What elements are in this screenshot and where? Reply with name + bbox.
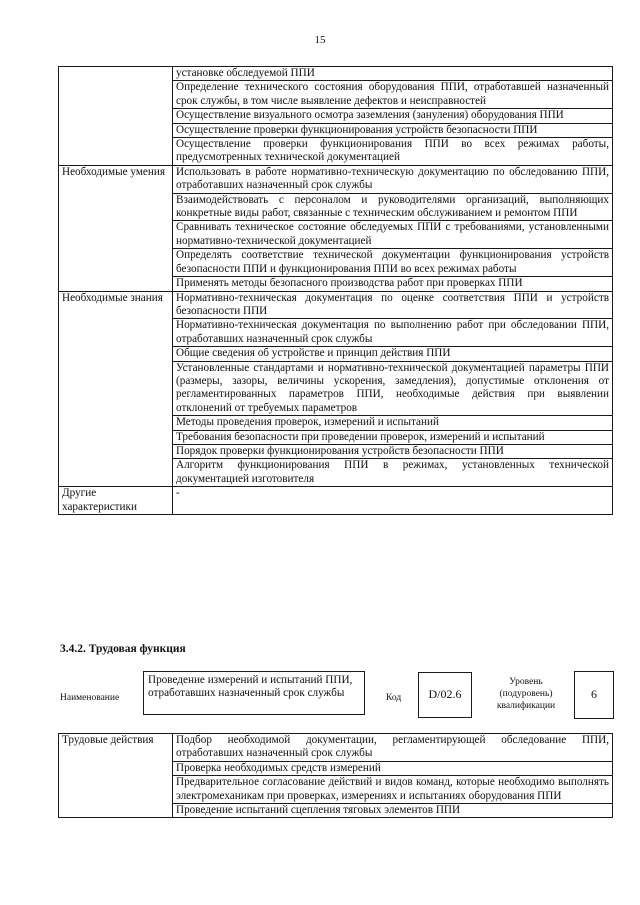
table-cell: Сравнивать техническое состояние обследуемых ППИ с требованиями, установленными нормативно-технической документацией: [173, 221, 613, 249]
row-label-skills: Необходимые умения: [59, 165, 173, 291]
table-cell: Определять соответствие технической документации функционирования устройств безопасности ППИ и функционирования ППИ во всех режимах работы: [173, 249, 613, 277]
table-cell: Осуществление проверки функционирования устройств безопасности ППИ: [173, 123, 613, 137]
table-cell: Требования безопасности при проведении проверок, измерений и испытаний: [173, 430, 613, 444]
table-cell: Проверка необходимых средств измерений: [173, 761, 613, 775]
labor-actions-table: [58, 733, 613, 818]
table-cell: Порядок проверки функционирования устройств безопасности ППИ: [173, 444, 613, 458]
row-label-actions: Трудовые действия: [59, 734, 173, 818]
table-cell: установке обследуемой ППИ: [173, 67, 613, 81]
table-cell: Нормативно-техническая документация по выполнению работ при обследовании ППИ, отработавших назначенный срок службы: [173, 319, 613, 347]
table-row: [59, 487, 613, 515]
table-cell: Предварительное согласование действий и видов команд, которые необходимо выполнять электромеханикам при проверках, измерениях и испытаниях оборудования ППИ: [173, 776, 613, 804]
table-cell: Нормативно-техническая документация по оценке соответствия ППИ и устройств безопасности ППИ: [173, 291, 613, 319]
level-box: 6: [574, 671, 614, 719]
table-cell: Общие сведения об устройстве и принцип действия ППИ: [173, 347, 613, 361]
table-cell: Осуществление проверки функционирования ППИ во всех режимах работы, предусмотренных технической документацией: [173, 138, 613, 166]
row-label-other: Другие характеристики: [59, 487, 173, 515]
code-label: Код: [386, 693, 402, 703]
table-cell: Применять методы безопасного производства работ при проверках ППИ: [173, 277, 613, 291]
section-heading: 3.4.2. Трудовая функция: [60, 643, 186, 655]
table-cell: Определение технического состояния оборудования ППИ, отработавшей назначенный срок службы, в том числе выявление дефектов и неисправностей: [173, 81, 613, 109]
table-cell: Методы проведения проверок, измерений и испытаний: [173, 416, 613, 430]
function-name-box: Проведение измерений и испытаний ППИ, отработавших назначенный срок службы: [143, 671, 365, 715]
table-cell: Проведение испытаний сцепления тяговых элементов ППИ: [173, 804, 613, 818]
page-number: 15: [314, 34, 326, 46]
table-cell: Подбор необходимой документации, регламентирующей обследование ППИ, отработавших назначенный срок службы: [173, 734, 613, 762]
table-cell: -: [173, 487, 613, 515]
level-label: Уровень (подуровень) квалификации: [496, 677, 556, 711]
row-label-knowledge: Необходимые знания: [59, 291, 173, 487]
row-label: [59, 67, 173, 166]
table-row: [59, 734, 613, 762]
code-box: D/02.6: [418, 672, 472, 718]
table-row: [59, 67, 613, 81]
table-row: [59, 291, 613, 319]
table-cell: Алгоритм функционирования ППИ в режимах, установленных технической документацией изготовителя: [173, 459, 613, 487]
table-cell: Осуществление визуального осмотра заземления (зануления) оборудования ППИ: [173, 109, 613, 123]
table-cell: Использовать в работе нормативно-техническую документацию по обследованию ППИ, отработавших назначенный срок службы: [173, 165, 613, 193]
table-cell: Взаимодействовать с персоналом и руководителями организаций, выполняющих конкретные виды работ, связанные с техническим обслуживанием и ремонтом ППИ: [173, 193, 613, 221]
competency-table: [58, 66, 613, 515]
table-row: [59, 165, 613, 193]
name-label: Наименование: [60, 693, 120, 703]
table-cell: Установленные стандартами и нормативно-технической документацией параметры ППИ (размеры, зазоры, величины ускорения, замедления), допустимые отклонения от регламентированных параметров ППИ, необходимые действия при выявлении отклонений от требуемых параметров: [173, 361, 613, 416]
